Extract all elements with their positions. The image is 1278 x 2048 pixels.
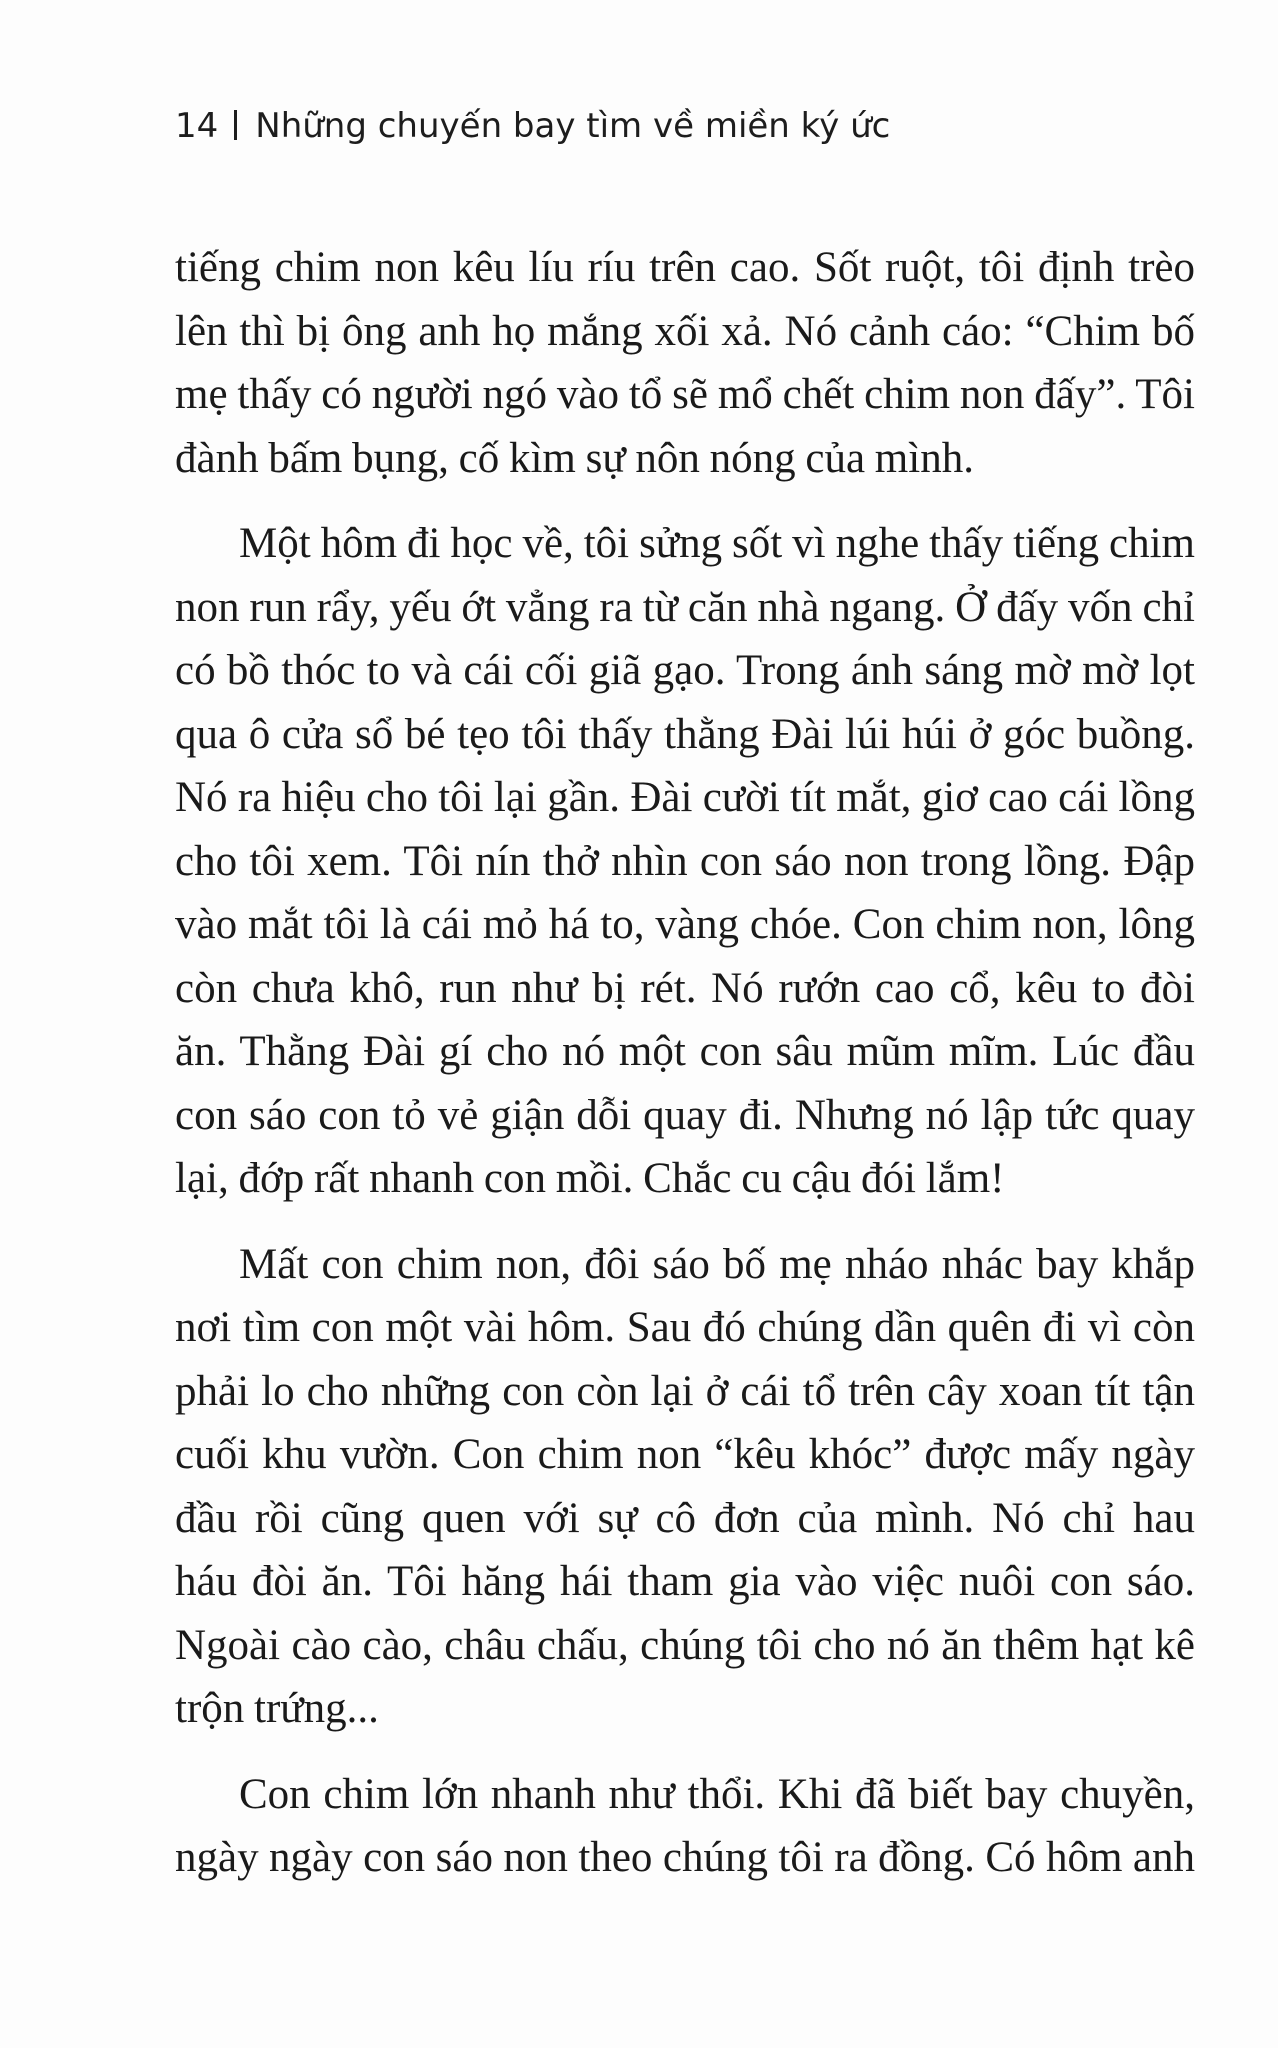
text-line: qua ô cửa sổ bé tẹo tôi thấy thằng Đài lúi húi ở góc buồng. [175, 710, 1195, 758]
text-line: trộn trứng... [175, 1685, 379, 1732]
paragraph-1 [175, 236, 1195, 490]
text-line: Con chim lớn nhanh như thổi. Khi đã biết bay chuyền, [239, 1770, 1195, 1818]
paragraph-3 [175, 1233, 1195, 1741]
text-line: Ngoài cào cào, châu chấu, chúng tôi cho nó ăn thêm hạt kê [175, 1621, 1195, 1669]
book-title: Những chuyến bay tìm về miền ký ức [255, 106, 891, 146]
text-line: mẹ thấy có người ngó vào tổ sẽ mổ chết chim non đấy”. Tôi [175, 371, 1195, 418]
text-line: lại, đớp rất nhanh con mồi. Chắc cu cậu đói lắm! [175, 1155, 1005, 1202]
body-text [175, 236, 1195, 1890]
paragraph-4 [175, 1763, 1195, 1890]
paragraph-2 [175, 512, 1195, 1211]
running-header [175, 106, 890, 146]
text-line: cho tôi xem. Tôi nín thở nhìn con sáo non trong lồng. Đập [175, 837, 1195, 885]
text-line: Một hôm đi học về, tôi sửng sốt vì nghe thấy tiếng chim [239, 520, 1195, 567]
text-line: có bồ thóc to và cái cối giã gạo. Trong ánh sáng mờ mờ lọt [175, 647, 1195, 694]
text-line: phải lo cho những con còn lại ở cái tổ trên cây xoan tít tận [175, 1367, 1195, 1415]
text-line: ngày ngày con sáo non theo chúng tôi ra đồng. Có hôm anh [175, 1834, 1195, 1881]
text-line: lên thì bị ông anh họ mắng xối xả. Nó cảnh cáo: “Chim bố [175, 307, 1195, 355]
text-line: đành bấm bụng, cố kìm sự nôn nóng của mình. [175, 434, 974, 482]
text-line: Nó ra hiệu cho tôi lại gần. Đài cười tít mắt, giơ cao cái lồng [175, 774, 1195, 821]
text-line: ăn. Thằng Đài gí cho nó một con sâu mũm mĩm. Lúc đầu [175, 1028, 1195, 1075]
text-line: còn chưa khô, run như bị rét. Nó rướn cao cổ, kêu to đòi [175, 964, 1195, 1012]
text-line: Mất con chim non, đôi sáo bố mẹ nháo nhác bay khắp [239, 1240, 1195, 1288]
text-line: háu đòi ăn. Tôi hăng hái tham gia vào việc nuôi con sáo. [175, 1558, 1195, 1605]
text-line: tiếng chim non kêu líu ríu trên cao. Sốt ruột, tôi định trèo [175, 244, 1195, 291]
text-line: cuối khu vườn. Con chim non “kêu khóc” được mấy ngày [175, 1431, 1195, 1478]
text-line: non run rẩy, yếu ớt vẳng ra từ căn nhà ngang. Ở đấy vốn chỉ [175, 583, 1195, 631]
text-line: nơi tìm con một vài hôm. Sau đó chúng dần quên đi vì còn [175, 1304, 1195, 1351]
text-line: con sáo con tỏ vẻ giận dỗi quay đi. Nhưng nó lập tức quay [175, 1091, 1195, 1139]
header-separator [234, 110, 237, 140]
page-number: 14 [175, 106, 219, 146]
text-line: đầu rồi cũng quen với sự cô đơn của mình. Nó chỉ hau [175, 1494, 1195, 1542]
text-line: vào mắt tôi là cái mỏ há to, vàng chóe. Con chim non, lông [175, 901, 1195, 948]
